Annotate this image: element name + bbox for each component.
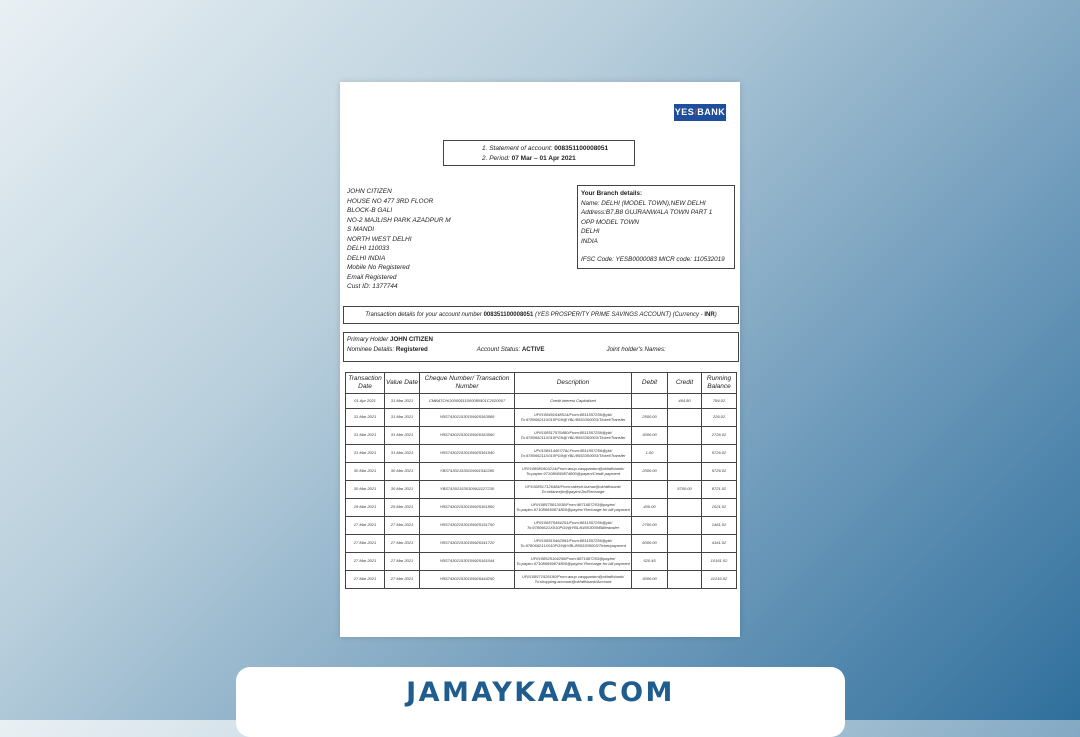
cell-credit [668, 535, 702, 553]
cell-description: UPI/108491648514/From:8811557256@ybl/ To:978066211X010PG9@YBL/8553300003/Ticket/Transfer [515, 409, 632, 427]
period-label: 2. Period: [482, 155, 510, 162]
cell-value-date: 27 Mar 2021 [385, 553, 420, 571]
col-header-credit: Credit [668, 373, 702, 394]
table-row [346, 499, 737, 517]
address-line: Mobile No Registered [347, 264, 410, 271]
cell-balance: 784.02 [702, 394, 737, 409]
cell-credit [668, 571, 702, 589]
yes-bank-logo: YES/BANK [674, 104, 726, 121]
cell-value-date: 27 Mar 2021 [385, 535, 420, 553]
branch-heading: Your Branch details: [581, 190, 643, 197]
cell-value-date: 30 Mar 2021 [385, 481, 420, 499]
customer-address [347, 187, 451, 292]
col-header-transaction-date: Transaction Date [346, 373, 385, 394]
cell-balance: 5726.02 [702, 463, 737, 481]
cell-balance: 11216.02 [702, 571, 737, 589]
cell-cheque-number: YBS743021530109911542280 [420, 463, 515, 481]
cell-cheque-number: YBS743021530109925151750 [420, 517, 515, 535]
cell-cheque-number: YBS743021530109926444250 [420, 571, 515, 589]
cell-credit [668, 463, 702, 481]
nominee-label: Nominee Details: [347, 346, 395, 353]
cell-value-date: 31 Mar 2021 [385, 427, 420, 445]
cell-description: UPI/108525104258/From:9871687253@paytm/ To:paytm.971086659874800@paytm/ Recharge for bill payment [515, 553, 632, 571]
cell-credit: 5700.00 [668, 481, 702, 499]
cell-txn-date: 31 Mar 2021 [346, 427, 385, 445]
table-row [346, 409, 737, 427]
cell-credit [668, 445, 702, 463]
table-row [346, 463, 737, 481]
cell-description: UPI/108981603214/From:anup.vasppanbm@okhdfcbank/ To:paytm.971086659874800@paytm/Credit payment [515, 463, 632, 481]
cell-description: Credit interest Capitalised [515, 394, 632, 409]
cell-credit [668, 409, 702, 427]
cell-txn-date: 30 Mar 2021 [346, 463, 385, 481]
col-header-description: Description [515, 373, 632, 394]
table-row [346, 553, 737, 571]
table-row [346, 517, 737, 535]
cell-debit: 2000.00 [632, 463, 668, 481]
watermark-banner [236, 667, 845, 737]
cell-balance: 5726.02 [702, 445, 737, 463]
holder-details-box [343, 332, 739, 362]
cell-balance: 8721.02 [702, 481, 737, 499]
cell-credit [668, 499, 702, 517]
bank-statement-document [340, 82, 740, 637]
address-line: Cust ID: 1377744 [347, 283, 398, 290]
cell-cheque-number: YBS743021530109925161044 [420, 553, 515, 571]
cell-cheque-number: YBS743021530109925361940 [420, 445, 515, 463]
ifsc-micr-line: IFSC Code: YESB0000083 MICR code: 110532019 [581, 256, 725, 263]
cell-value-date: 31 Mar 2021 [385, 445, 420, 463]
branch-line: DELHI [581, 228, 600, 235]
address-line: JOHN CITIZEN [347, 188, 392, 195]
cell-debit [632, 394, 668, 409]
table-row [346, 427, 737, 445]
primary-holder-label: Primary Holder [347, 336, 389, 343]
cell-txn-date: 01 Apr 2021 [346, 394, 385, 409]
cell-credit [668, 517, 702, 535]
col-header-value-date: Value Date [385, 373, 420, 394]
address-line: S MANDI [347, 226, 375, 233]
cell-txn-date: 29 Mar 2021 [346, 499, 385, 517]
cell-value-date: 30 Mar 2021 [385, 463, 420, 481]
cell-balance: 2726.02 [702, 427, 737, 445]
cell-cheque-number: CMBATCHO0000511000080501C2020007 [420, 394, 515, 409]
cell-txn-date: 30 Mar 2021 [346, 481, 385, 499]
cell-value-date: 27 Mar 2021 [385, 571, 420, 589]
cell-txn-date: 27 Mar 2021 [346, 535, 385, 553]
cell-cheque-number: YBS743021530109926363560 [420, 427, 515, 445]
col-header-debit: Debit [632, 373, 668, 394]
cell-debit: 3000.00 [632, 427, 668, 445]
cell-description: UPI/108514407/TALFrom:8811557256@ybl/ To:978066211X010PG9@YBL/8553300003/Ticket/Transfer [515, 445, 632, 463]
cell-description: UPI/108575813038/From:9871687253@paytm/ To:paytm.971086659874800@paytm/ Recharge for bill payment [515, 499, 632, 517]
primary-holder-name: JOHN CITIZEN [390, 336, 433, 343]
currency: INR [704, 312, 715, 318]
cell-cheque-number: YBS743021530109926341720 [420, 535, 515, 553]
cell-credit [668, 553, 702, 571]
table-header-row [346, 373, 737, 394]
branch-line: INDIA [581, 237, 598, 245]
cell-cheque-number: YBS743021530109911127230 [420, 481, 515, 499]
cell-balance: 1461.02 [702, 517, 737, 535]
cell-debit: 520.45 [632, 553, 668, 571]
cell-txn-date: 31 Mar 2021 [346, 409, 385, 427]
cell-cheque-number: YBS743021530109925361850 [420, 499, 515, 517]
cell-value-date: 31 Mar 2021 [385, 409, 420, 427]
cell-txn-date: 27 Mar 2021 [346, 553, 385, 571]
address-line: Email Registered [347, 273, 397, 281]
cell-description: UPI/108517126484/From:rakesh.kumar@okhdfcbank/ To:reliancejio@paytm/Jio/Recharge [515, 481, 632, 499]
branch-line: OPP MODEL TOWN [581, 218, 639, 226]
table-row [346, 481, 737, 499]
col-header-running-balance: Running Balance [702, 373, 737, 394]
cell-credit: 464.80 [668, 394, 702, 409]
address-line: HOUSE NO 477 3RD FLOOR [347, 197, 434, 205]
address-line: NORTH WEST DELHI [347, 235, 412, 243]
statement-summary-box [443, 140, 635, 166]
cell-debit: 400.00 [632, 499, 668, 517]
table-row [346, 535, 737, 553]
txn-account-number: 008351100008051 [483, 312, 534, 318]
transactions-table [345, 372, 737, 589]
cell-debit [632, 481, 668, 499]
cell-balance: 4161.02 [702, 535, 737, 553]
period-value: 07 Mar – 01 Apr 2021 [511, 155, 576, 162]
cell-description: UPI/108517576480/From:8811557256@ybl/ To:978066211X010PG9@YBL/8553300003/Ticket/Transfer [515, 427, 632, 445]
account-status-label: Account Status: [476, 346, 521, 353]
account-label: 1. Statement of account: [482, 145, 553, 152]
address-line: DELHI 110033 [347, 245, 390, 252]
cell-description: UPI/108575454251/From:8811557256@ybl/ To:97806621X010PG9@YBL/64003000/Bill/transfer [515, 517, 632, 535]
account-number: 008351100008051 [554, 145, 609, 152]
nominee-value: Registered [395, 346, 428, 353]
cell-credit [668, 427, 702, 445]
cell-value-date: 27 Mar 2021 [385, 517, 420, 535]
cell-debit: 1.00 [632, 445, 668, 463]
table-row [346, 394, 737, 409]
branch-line: Name: DELHI (MODEL TOWN),NEW DELHI [581, 199, 706, 207]
account-status-value: ACTIVE [521, 346, 545, 353]
cell-description: UPI/108571526190/From:anup.vasppanbm@okhdfcbank/ To:shopping.account@okhdfcbank/Account [515, 571, 632, 589]
cell-balance: 1021.02 [702, 499, 737, 517]
table-row [346, 445, 737, 463]
watermark-site-name: JAMAYKAA.COM [406, 677, 675, 708]
cell-debit: 3000.00 [632, 571, 668, 589]
joint-holder-label: Joint holder's Names: [606, 346, 666, 353]
cell-txn-date: 27 Mar 2021 [346, 571, 385, 589]
address-line: DELHI INDIA [347, 254, 386, 262]
address-line: BLOCK-B GALI [347, 207, 393, 214]
address-line: NO-2 MAJLISH PARK AZADPUR M [347, 216, 451, 224]
cell-debit: 6000.00 [632, 535, 668, 553]
cell-debit: 2700.00 [632, 517, 668, 535]
cell-balance: 226.02 [702, 409, 737, 427]
col-header-cheque-number: Cheque Number/ Transaction Number [420, 373, 515, 394]
transaction-details-header: Transaction details for your account number 008351100008051 (YES PROSPERITY PRIME SAVINGS ACCOUNT) (Currency - INR) [343, 306, 739, 324]
cell-description: UPI/108515462991/From:8811557256@ybl/ To:978066211X010PG9@YBL/8553300003/Ticket/payment [515, 535, 632, 553]
cell-value-date: 31 Mar 2021 [385, 394, 420, 409]
table-row [346, 571, 737, 589]
cell-balance: 10161.02 [702, 553, 737, 571]
branch-details-box [577, 185, 735, 269]
cell-txn-date: 27 Mar 2021 [346, 517, 385, 535]
cell-debit: 2500.00 [632, 409, 668, 427]
cell-txn-date: 31 Mar 2021 [346, 445, 385, 463]
cell-value-date: 29 Mar 2021 [385, 499, 420, 517]
branch-line: Address:B7,B8 GUJRANWALA TOWN PART 1 [581, 209, 713, 216]
cell-cheque-number: YBS743021530109925363589 [420, 409, 515, 427]
